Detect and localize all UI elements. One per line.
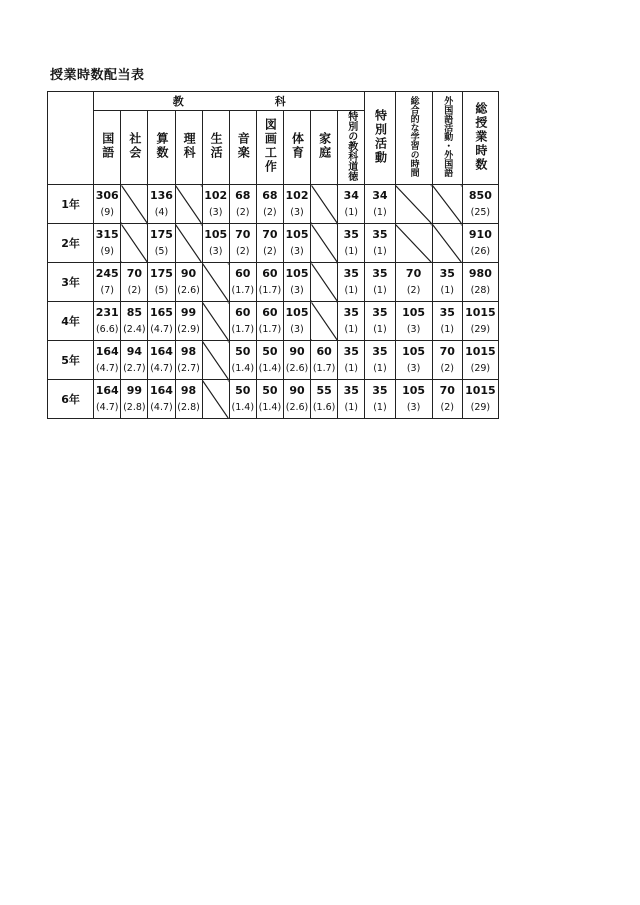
table-row [48,263,499,302]
weekly-value: (1) [344,207,358,218]
hours-allocation-table [47,91,499,419]
hours-cell [229,341,256,380]
hours-value: 164 [95,384,119,397]
hours-value: 35 [439,306,455,319]
hours-value: 35 [343,267,359,280]
hours-cell [148,341,175,380]
table-body [48,185,499,419]
weekly-value: (1) [373,363,387,374]
hours-cell [283,380,310,419]
weekly-value: (2) [440,363,454,374]
tokubetsu-header [365,92,395,185]
weekly-value: (3) [290,324,304,335]
hours-value: 245 [95,267,119,280]
hours-value: 70 [235,228,251,241]
hours-value: 105 [402,345,426,358]
weekly-value: (1) [373,285,387,296]
hours-value: 35 [343,306,359,319]
hours-value: 164 [149,345,173,358]
weekly-value: (1) [344,363,358,374]
hours-value: 164 [149,384,173,397]
weekly-value: (1.7) [258,285,282,296]
hours-cell [395,263,432,302]
weekly-value: (29) [470,402,491,413]
hours-value: 105 [402,306,426,319]
subject-header [256,111,283,185]
not-applicable-cell [175,224,202,263]
weekly-value: (9) [100,207,114,218]
hours-value: 90 [180,267,197,280]
weekly-value: (2.6) [285,363,309,374]
hours-cell [94,263,121,302]
hours-value: 99 [180,306,197,319]
hours-value: 175 [149,267,173,280]
not-applicable-cell [311,185,338,224]
hours-value: 910 [468,228,492,241]
hours-cell [121,302,148,341]
hours-cell [283,185,310,224]
hours-cell [365,224,395,263]
tokubetsu-label: 特別活動 [373,108,388,165]
hours-cell [462,341,498,380]
hours-cell [148,263,175,302]
hours-cell [229,185,256,224]
hours-cell [311,380,338,419]
hours-cell [462,224,498,263]
subject-label: 音楽 [236,132,251,160]
hours-cell [462,380,498,419]
hours-cell [432,341,462,380]
subject-header [121,111,148,185]
hours-cell [432,302,462,341]
weekly-value: (1.7) [231,324,255,335]
weekly-value: (1) [373,402,387,413]
weekly-value: (4) [154,207,169,218]
hours-cell [256,224,283,263]
hours-value: 55 [316,384,332,397]
hours-cell [121,263,148,302]
weekly-value: (1.4) [258,402,282,413]
weekly-value: (2.8) [177,402,200,413]
subject-label: 国語 [100,132,115,160]
hours-cell [432,263,462,302]
weekly-value: (2.4) [123,324,146,335]
hours-value: 70 [126,267,142,280]
hours-value: 105 [285,228,309,241]
subject-header [283,111,310,185]
weekly-value: (1) [440,324,454,335]
hours-value: 850 [468,189,492,202]
hours-value: 35 [372,384,388,397]
hours-cell [94,302,121,341]
hours-value: 1015 [465,345,496,358]
hours-cell [365,302,395,341]
hours-cell [338,224,365,263]
hours-cell [121,380,148,419]
corner-cell [48,92,94,185]
weekly-value: (3) [406,402,421,413]
weekly-value: (3) [406,324,421,335]
not-applicable-cell [432,185,462,224]
not-applicable-cell [121,224,148,263]
hours-value: 35 [343,228,359,241]
weekly-value: (4.7) [150,402,173,413]
hours-cell [365,341,395,380]
weekly-value: (1) [373,246,387,257]
hours-value: 98 [180,345,197,358]
hours-value: 50 [262,384,278,397]
hours-value: 164 [95,345,119,358]
hours-value: 231 [95,306,119,319]
subject-label: 図画工作 [263,118,278,174]
hours-cell [338,185,365,224]
total-header [462,92,498,185]
hours-cell [432,380,462,419]
weekly-value: (2.7) [177,363,200,374]
hours-cell [148,185,175,224]
weekly-value: (1.4) [231,402,255,413]
not-applicable-cell [202,341,229,380]
grade-label: 6年 [48,380,94,419]
hours-cell [338,302,365,341]
hours-cell [94,341,121,380]
not-applicable-cell [202,302,229,341]
not-applicable-cell [395,185,432,224]
table-row [48,185,499,224]
subject-header [338,111,365,185]
hours-cell [148,380,175,419]
hours-cell [175,380,202,419]
hours-cell [148,224,175,263]
hours-value: 60 [262,267,278,280]
weekly-value: (4.7) [150,324,173,335]
weekly-value: (4.7) [95,402,119,413]
hours-cell [94,380,121,419]
hours-cell [365,263,395,302]
weekly-value: (2) [263,207,277,218]
hours-cell [395,302,432,341]
subject-header [311,111,338,185]
hours-cell [283,224,310,263]
weekly-value: (7) [100,285,114,296]
hours-value: 90 [289,384,305,397]
subject-label: 社会 [127,132,142,160]
hours-cell [395,341,432,380]
hours-cell [395,380,432,419]
hours-cell [202,224,229,263]
hours-value: 35 [372,267,388,280]
hours-value: 105 [285,267,309,280]
not-applicable-cell [202,380,229,419]
subject-label: 特別の教科道徳 [345,111,357,181]
hours-value: 1015 [465,306,496,319]
hours-value: 105 [285,306,309,319]
hours-value: 90 [289,345,305,358]
not-applicable-cell [311,302,338,341]
weekly-value: (3) [406,363,421,374]
weekly-value: (2.9) [177,324,200,335]
hours-value: 980 [468,267,492,280]
weekly-value: (5) [154,246,169,257]
hours-value: 136 [149,189,173,202]
table-row [48,302,499,341]
weekly-value: (3) [290,285,304,296]
hours-cell [175,302,202,341]
subject-label: 算数 [154,132,169,160]
weekly-value: (2) [440,402,454,413]
weekly-value: (26) [470,246,491,257]
hours-value: 105 [204,228,228,241]
weekly-value: (1) [344,402,358,413]
weekly-value: (28) [470,285,491,296]
weekly-value: (29) [470,363,491,374]
hours-cell [229,263,256,302]
weekly-value: (4.7) [95,363,119,374]
total-label: 総授業時数 [473,101,488,172]
not-applicable-cell [202,263,229,302]
hours-value: 35 [372,228,388,241]
hours-cell [365,185,395,224]
weekly-value: (1) [440,285,454,296]
page-title: 授業時数配当表 [50,68,145,83]
hours-cell [229,224,256,263]
weekly-value: (2.6) [177,285,200,296]
weekly-value: (29) [470,324,491,335]
weekly-value: (1) [373,207,387,218]
subject-label: 体育 [290,132,305,160]
weekly-value: (9) [100,246,114,257]
hours-cell [94,224,121,263]
table-row [48,380,499,419]
hours-value: 315 [95,228,119,241]
weekly-value: (2.6) [285,402,309,413]
hours-value: 35 [372,345,388,358]
grade-label: 4年 [48,302,94,341]
not-applicable-cell [175,185,202,224]
hours-cell [229,380,256,419]
weekly-value: (1.6) [312,402,336,413]
not-applicable-cell [432,224,462,263]
weekly-value: (3) [290,207,304,218]
hours-value: 50 [235,384,251,397]
weekly-value: (2) [236,207,250,218]
hours-cell [462,263,498,302]
sougou-label: 総合的な学習の時間 [408,96,419,177]
hours-value: 70 [262,228,278,241]
weekly-value: (1) [344,285,358,296]
subject-header [229,111,256,185]
hours-cell [311,341,338,380]
weekly-value: (1.4) [258,363,282,374]
hours-value: 1015 [465,384,496,397]
weekly-value: (2.7) [123,363,146,374]
hours-value: 105 [402,384,426,397]
weekly-value: (3) [208,246,223,257]
weekly-value: (3) [290,246,304,257]
gaikoku-header [432,92,462,185]
hours-cell [462,185,498,224]
hours-value: 102 [204,189,228,202]
subject-header [148,111,175,185]
hours-value: 99 [126,384,142,397]
hours-cell [338,263,365,302]
table-row [48,341,499,380]
not-applicable-cell [395,224,432,263]
hours-cell [283,341,310,380]
hours-value: 60 [316,345,332,358]
weekly-value: (5) [154,285,169,296]
weekly-value: (2) [127,285,142,296]
hours-cell [202,185,229,224]
hours-value: 85 [126,306,142,319]
weekly-value: (1.7) [312,363,336,374]
hours-value: 34 [372,189,388,202]
kyouka-header: 教 科 [94,92,365,111]
not-applicable-cell [311,224,338,263]
weekly-value: (2) [236,246,250,257]
hours-cell [229,302,256,341]
hours-value: 35 [439,267,455,280]
hours-value: 50 [235,345,251,358]
sougou-header [395,92,432,185]
hours-value: 35 [343,384,359,397]
hours-value: 175 [149,228,173,241]
grade-label: 2年 [48,224,94,263]
not-applicable-cell [311,263,338,302]
weekly-value: (2) [406,285,421,296]
hours-value: 60 [235,267,251,280]
weekly-value: (1) [344,324,358,335]
grade-label: 3年 [48,263,94,302]
hours-value: 60 [235,306,251,319]
weekly-value: (4.7) [150,363,173,374]
hours-value: 34 [343,189,359,202]
hours-cell [121,341,148,380]
hours-value: 306 [95,189,119,202]
hours-cell [338,341,365,380]
weekly-value: (1) [344,246,358,257]
hours-value: 102 [285,189,309,202]
subject-label: 理科 [182,132,197,160]
hours-value: 35 [343,345,359,358]
hours-cell [283,263,310,302]
hours-cell [365,380,395,419]
weekly-value: (3) [208,207,223,218]
gaikoku-label: 外国語活動・外国語 [442,96,453,177]
subject-label: 生活 [209,132,224,160]
hours-value: 70 [439,345,455,358]
hours-cell [256,341,283,380]
weekly-value: (2) [263,246,277,257]
grade-label: 5年 [48,341,94,380]
hours-cell [462,302,498,341]
hours-value: 35 [372,306,388,319]
weekly-value: (6.6) [95,324,119,335]
hours-cell [256,302,283,341]
hours-value: 70 [405,267,422,280]
hours-value: 98 [180,384,197,397]
hours-cell [256,263,283,302]
hours-cell [256,380,283,419]
subject-header [202,111,229,185]
weekly-value: (25) [470,207,491,218]
hours-value: 60 [262,306,278,319]
hours-value: 94 [126,345,142,358]
not-applicable-cell [121,185,148,224]
hours-cell [338,380,365,419]
hours-value: 68 [235,189,251,202]
subject-header [175,111,202,185]
weekly-value: (2.8) [123,402,146,413]
table-row [48,224,499,263]
hours-value: 165 [149,306,173,319]
weekly-value: (1) [373,324,387,335]
hours-value: 68 [262,189,278,202]
hours-cell [175,263,202,302]
hours-cell [283,302,310,341]
subject-header [94,111,121,185]
hours-value: 70 [439,384,455,397]
weekly-value: (1.7) [231,285,255,296]
weekly-value: (1.7) [258,324,282,335]
hours-cell [256,185,283,224]
hours-cell [94,185,121,224]
grade-label: 1年 [48,185,94,224]
subject-label: 家庭 [317,132,332,160]
weekly-value: (1.4) [231,363,255,374]
hours-cell [148,302,175,341]
hours-cell [175,341,202,380]
hours-value: 50 [262,345,278,358]
